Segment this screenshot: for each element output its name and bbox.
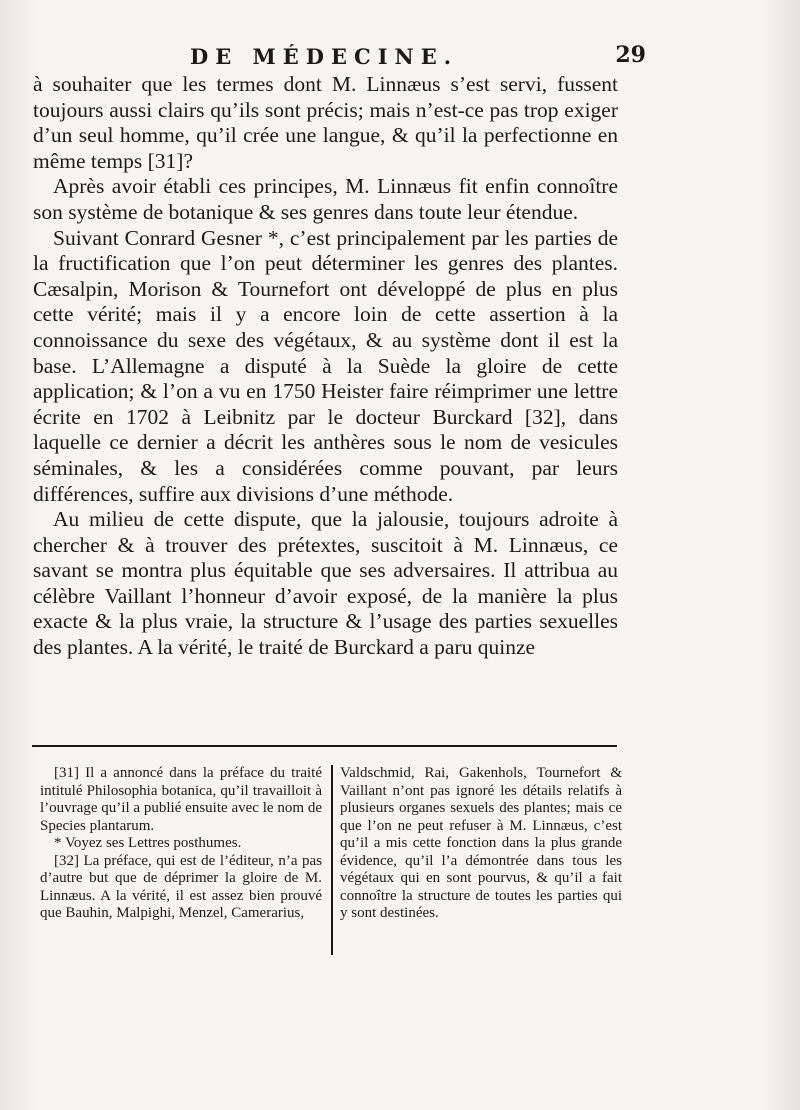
footnote-rule [32, 745, 617, 747]
footnote-column-left [40, 765, 322, 923]
main-text [33, 72, 618, 661]
footnote-column-right [340, 765, 622, 923]
footnote: Valdschmid, Rai, Gakenhols, Tournefort & Vaillant n’ont pas ignoré les détails relatifs à plusieurs organes sexuels des plantes; mais ce que l’on ne peut refuser à M. Linnæus, c’est qu’il a mis cette fonction dans la plus grande évidence, qu’il l’a démontrée dans tous les végétaux qui en sont pourvus, & qu’il a fait connoître la structure de toutes les parties qui y sont destinées. [340, 765, 622, 921]
footnote: [31] Il a annoncé dans la préface du traité intitulé Philosophia botanica, qu’il travailloit à l’ouvrage qu’il a publié ensuite avec le nom de Species plantarum. [40, 765, 322, 834]
footnote: [32] La préface, qui est de l’éditeur, n’a pas d’autre but que de déprimer la gloire de M. Linnæus. A la vérité, il est assez bien prouvé que Bauhin, Malpighi, Menzel, Camerarius, [40, 852, 322, 921]
paragraph: à souhaiter que les termes dont M. Linnæus s’est servi, fussent toujours aussi clairs qu’ils sont précis; mais n’est-ce pas trop exiger d’un seul homme, qu’il crée une langue, & qu’il la perfectionne en même temps [31]? [33, 72, 618, 173]
page-number: 29 [615, 42, 646, 68]
running-head: DE MÉDECINE. [190, 44, 459, 69]
footnote: * Voyez ses Lettres posthumes. [54, 835, 242, 851]
paragraph: Au milieu de cette dispute, que la jalousie, toujours adroite à chercher & à trouver des prétextes, suscitoit à M. Linnæus, ce savant se montra plus équitable que ses adversaires. Il attribua au célèbre Vaillant l’honneur d’avoir exposé, de la manière la plus exacte & la plus vraie, la structure & l’usage des parties sexuelles des plantes. A la vérité, le traité de Burckard a paru quinze [33, 507, 618, 660]
footnote-column-divider [331, 765, 333, 955]
paragraph: Suivant Conrard Gesner *, c’est principalement par les parties de la fructification que l’on peut déterminer les genres des plantes. Cæsalpin, Morison & Tournefort ont développé de plus en plus cette vérité; mais il y a encore loin de cette assertion à la connoissance du sexe des végétaux, & au système dont il est la base. L’Allemagne a disputé à la Suède la gloire de cette application; & l’on a vu en 1750 Heister faire réimprimer une lettre écrite en 1702 à Leibnitz par le docteur Burckard [32], dans laquelle ce dernier a décrit les anthères sous le nom de vesicules séminales, & les a considérées comme pouvant, par leurs différences, suffire aux divisions d’une méthode. [33, 225, 618, 506]
paragraph: Après avoir établi ces principes, M. Linnæus fit enfin connoître son système de botanique & ses genres dans toute leur étendue. [33, 174, 618, 224]
footnotes [40, 765, 620, 965]
